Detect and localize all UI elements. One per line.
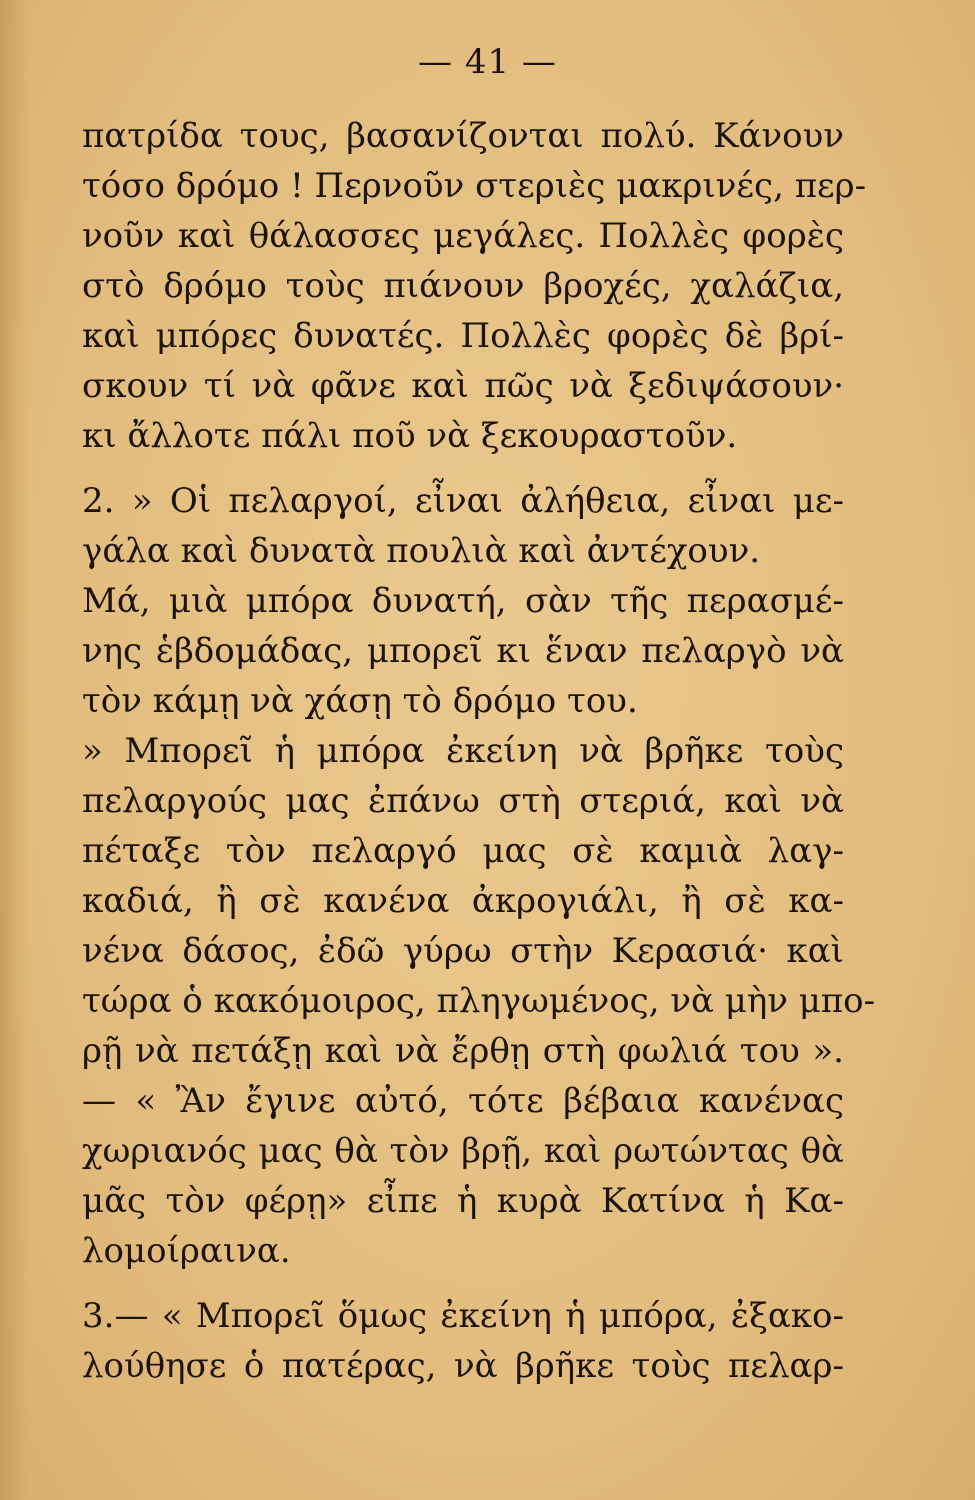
text-line: Μά, μιὰ μπόρα δυνατή, σὰν τῆς περασμέ- <box>82 581 844 621</box>
text-line: — « Ἂν ἔγινε αὐτό, τότε βέβαια κανένας <box>82 1081 844 1121</box>
text-line: μᾶς τὸν φέρῃ» εἶπε ἡ κυρὰ Κατίνα ἡ Κα- <box>82 1181 844 1221</box>
text-line: ρῇ νὰ πετάξῃ καὶ νὰ ἔρθῃ στὴ φωλιά του ». <box>82 1031 844 1071</box>
text-line: καδιά, ἢ σὲ κανένα ἀκρογιάλι, ἢ σὲ κα- <box>82 881 844 921</box>
text-line: σκουν τί νὰ φᾶνε καὶ πῶς νὰ ξεδιψάσουν· <box>82 366 844 406</box>
text-line: στὸ δρόμο τοὺς πιάνουν βροχές, χαλάζια, <box>82 266 844 306</box>
text-line: τόσο δρόμο ! Περνοῦν στεριὲς μακρινές, περ- <box>82 166 867 206</box>
text-line: πατρίδα τους, βασανίζονται πολύ. Κάνουν <box>82 116 844 156</box>
text-line: νης ἑβδομάδας, μπορεῖ κι ἕναν πελαργὸ νὰ <box>82 631 844 671</box>
text-line: γάλα καὶ δυνατὰ πουλιὰ καὶ ἀντέχουν. <box>82 531 761 571</box>
text-line: νοῦν καὶ θάλασσες μεγάλες. Πολλὲς φορὲς <box>82 216 844 256</box>
text-line: πέταξε τὸν πελαργό μας σὲ καμιὰ λαγ- <box>82 831 844 871</box>
text-line: τὸν κάμῃ νὰ χάσῃ τὸ δρόμο του. <box>82 681 638 721</box>
text-line: κι ἄλλοτε πάλι ποῦ νὰ ξεκουραστοῦν. <box>82 416 738 456</box>
text-line: λούθησε ὁ πατέρας, νὰ βρῆκε τοὺς πελαρ- <box>82 1346 844 1386</box>
text-line: καὶ μπόρες δυνατές. Πολλὲς φορὲς δὲ βρί- <box>82 316 844 356</box>
text-line: τώρα ὁ κακόμοιρος, πληγωμένος, νὰ μὴν μπο- <box>82 981 876 1021</box>
text-line: » Μπορεῖ ἡ μπόρα ἐκείνη νὰ βρῆκε τοὺς <box>82 731 844 771</box>
text-line: 2. » Οἱ πελαργοί, εἶναι ἀλήθεια, εἶναι με- <box>82 481 844 521</box>
text-line: 3.— « Μπορεῖ ὅμως ἐκείνη ἡ μπόρα, ἐξακο- <box>82 1296 844 1336</box>
text-line: λομοίραινα. <box>82 1231 291 1271</box>
text-line: χωριανός μας θὰ τὸν βρῇ, καὶ ρωτώντας θὰ <box>82 1131 844 1171</box>
text-line: πελαργούς μας ἐπάνω στὴ στεριά, καὶ νὰ <box>82 781 844 821</box>
text-line: νένα δάσος, ἐδῶ γύρω στὴν Κερασιά· καὶ <box>82 931 844 971</box>
page-number: — 41 — <box>418 42 557 82</box>
